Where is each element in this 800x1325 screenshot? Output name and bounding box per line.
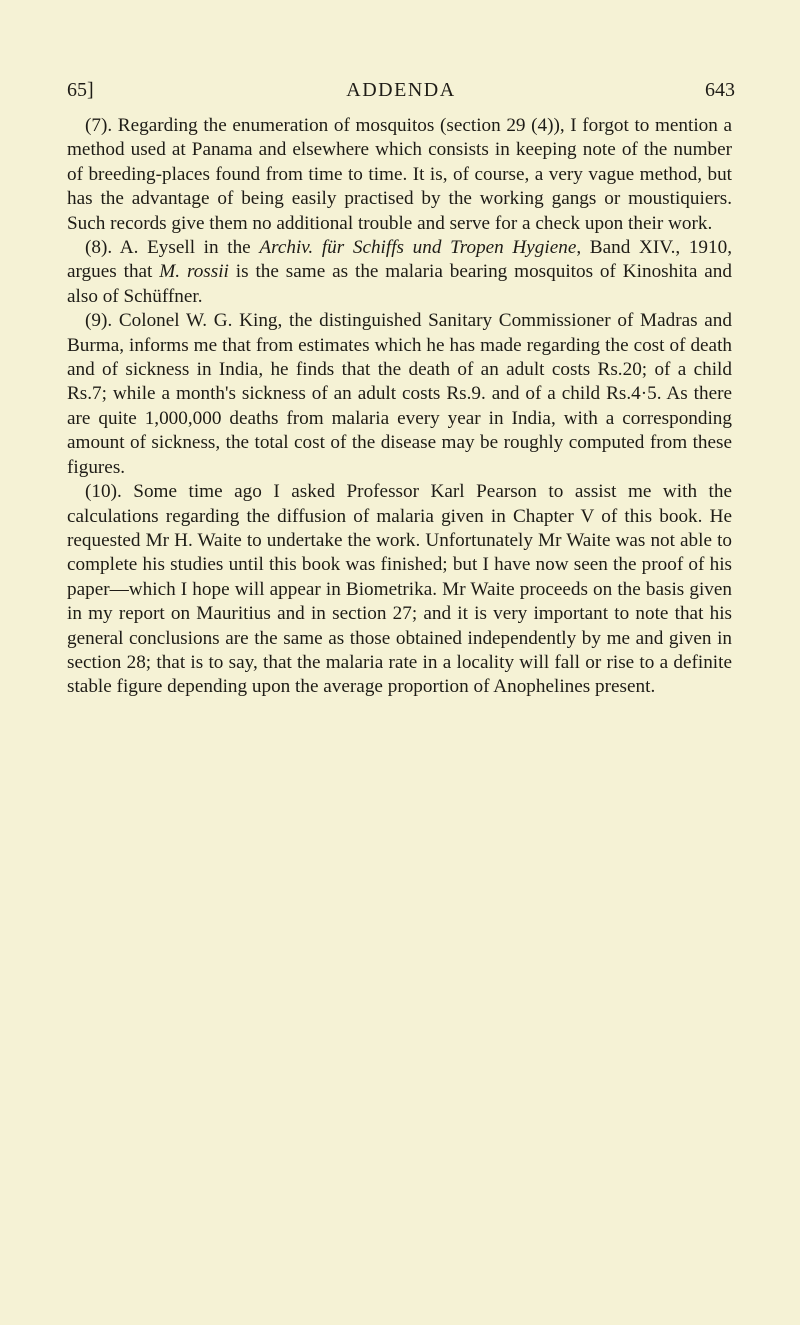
page-title: ADDENDA (346, 79, 456, 101)
paragraph-8-text-1: (8). A. Eysell in the (85, 237, 260, 259)
paragraph-8-text-2: , Band XIV., 1910, argues that (67, 237, 733, 283)
paragraph-8 (67, 236, 732, 309)
paragraph-9: (9). Colonel W. G. King, the distinguished Sanitary Commissioner of Madras and Burma, informs me that from estimates which he has made regarding the cost of death and of sickness in India, he finds that the death of an adult costs Rs.20; of a child Rs.7; while a month's sickness of an adult costs Rs.9. and of a child Rs.4·5. As there are quite 1,000,000 deaths from malaria every year in India, with a corresponding amount of sickness, the total cost of the disease may be roughly computed from these figures. (67, 310, 732, 478)
paragraph-7: (7). Regarding the enumeration of mosquitos (section 29 (4)), I forgot to mention a method used at Panama and elsewhere which consists in keeping note of the number of breeding-places found from time to time. It is, of course, a very vague method, but has the advantage of being easily practised by the working gangs or moustiquiers. Such records give them no additional trouble and serve for a check upon their work. (67, 115, 732, 234)
running-head (67, 76, 735, 104)
page-number: 643 (705, 79, 735, 101)
paragraph-8-text-3: is the same as the malaria bearing mosquitos of Kinoshita and also of Schüffner. (67, 261, 732, 307)
chapter-section-marker: 65] (67, 79, 94, 101)
body-text (67, 114, 732, 700)
species-name: M. rossii (159, 261, 229, 283)
paragraph-10: (10). Some time ago I asked Professor Karl Pearson to assist me with the calculations regarding the diffusion of malaria given in Chapter V of this book. He requested Mr H. Waite to undertake the work. Unfortunately Mr Waite was not able to complete his studies until this book was finished; but I have now seen the proof of his paper—which I hope will appear in Biometrika. Mr Waite proceeds on the basis given in my report on Mauritius and in section 27; and it is very important to note that his general conclusions are the same as those obtained independently by me and given in section 28; that is to say, that the malaria rate in a locality will fall or rise to a definite stable figure depending upon the average proportion of Anophelines present. (67, 481, 732, 698)
journal-title: Archiv. für Schiffs und Tropen Hygiene (259, 237, 577, 259)
